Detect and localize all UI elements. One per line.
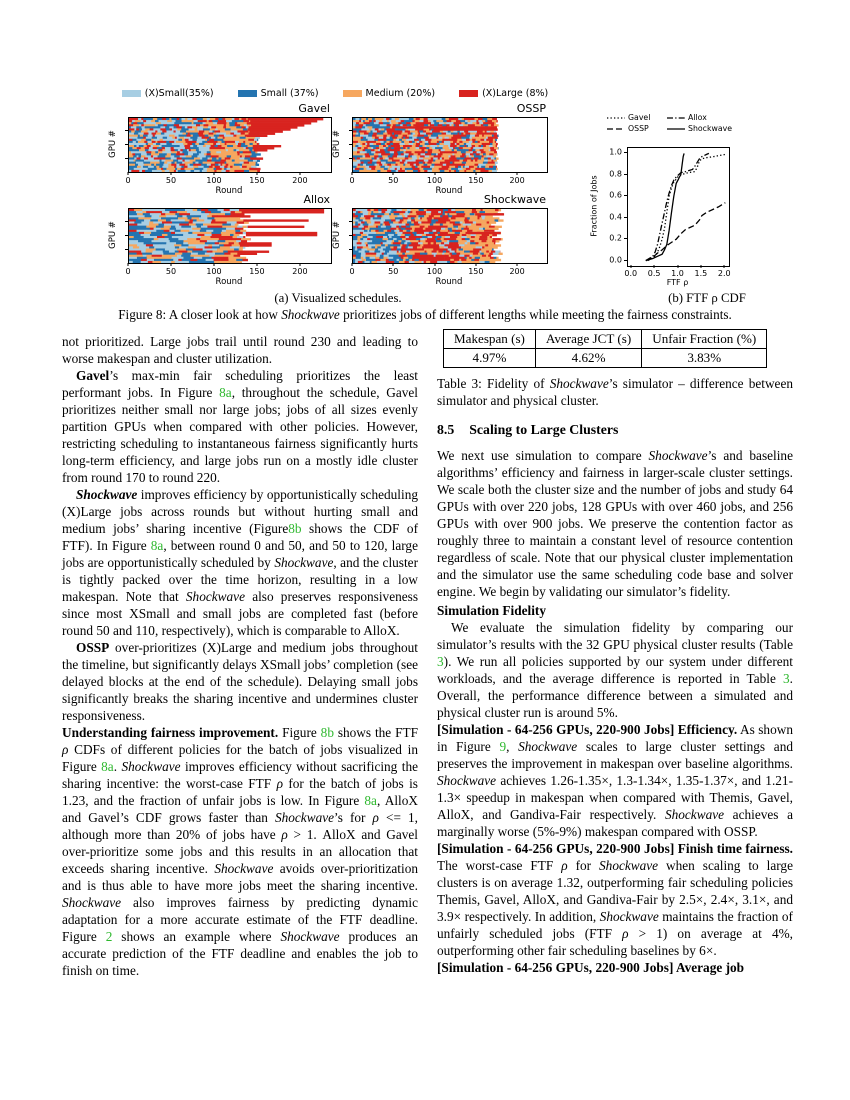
text-run: ρ xyxy=(372,810,379,825)
y-tick xyxy=(125,130,128,131)
x-tick xyxy=(393,263,394,266)
right-column xyxy=(437,329,793,976)
y-tick xyxy=(624,238,627,239)
text-run: [Simulation - 64-256 GPUs, 220-900 Jobs] Average job xyxy=(437,960,745,975)
x-tick xyxy=(700,265,701,268)
x-tick-label: 200 xyxy=(509,267,525,276)
text-run: over-prioritizes (X)Large and medium jobs throughout the timeline, but significantly delays XSmall jobs’ completion (see delayed blocks at the end of the schedule). Delaying small jobs significantly breaks the sharing incentive and undermines cluster responsiveness. xyxy=(62,640,418,723)
x-tick xyxy=(724,265,725,268)
schedule-heatmap-shockwave xyxy=(352,208,548,264)
section-heading-8-5 xyxy=(437,422,793,438)
text-run: shows the FTF xyxy=(333,725,418,740)
text-run: Shockwave xyxy=(274,810,335,825)
y-tick-label: 0.4 xyxy=(609,212,622,222)
caption-text: prioritizes jobs of different lengths while meeting the fairness constraints. xyxy=(339,307,732,322)
x-axis-label: Round xyxy=(215,277,243,287)
schedule-heatmap-ossp xyxy=(352,117,548,173)
x-tick xyxy=(654,265,655,268)
subcaption-b: (b) FTF ρ CDF xyxy=(668,291,746,305)
text-run: Understanding fairness improvement. xyxy=(62,725,279,740)
paragraph xyxy=(437,721,793,840)
text-run: scales to large cluster settings and preserves the improvement in makespan over baseline algorithms. xyxy=(437,739,793,771)
text-run: , xyxy=(506,739,519,754)
x-tick xyxy=(299,263,300,266)
ref-link[interactable]: 3 xyxy=(783,671,790,686)
x-tick-label: 0 xyxy=(349,267,355,276)
subplot-title: Gavel xyxy=(298,102,330,115)
x-tick xyxy=(299,172,300,175)
x-tick-label: 1.0 xyxy=(671,269,684,278)
paragraph xyxy=(62,486,418,639)
y-tick-label: 0.8 xyxy=(609,169,622,179)
x-tick-label: 150 xyxy=(468,267,484,276)
text-run: when scaling to large clusters is on average 1.32, outperforming fair scheduling policies Themis, Gavel, AlloX, and Gandiva-Fair by 2.5×, 2.4×, 3.1×, and 3.9× respectively. In addition, xyxy=(437,858,793,924)
x-tick-label: 100 xyxy=(206,267,222,276)
text-run: Shockwave xyxy=(599,858,659,873)
y-tick xyxy=(349,235,352,236)
y-tick-label: 1.0 xyxy=(609,147,622,157)
legend-label: Small (37%) xyxy=(260,88,319,99)
x-tick-label: 100 xyxy=(426,267,443,276)
y-tick xyxy=(349,130,352,131)
paragraph xyxy=(62,367,418,486)
left-column xyxy=(62,333,418,979)
text-run: for the batch of jobs is 1.23, and the fraction of unfair jobs is low. In Figure xyxy=(62,776,418,808)
legend-line-icon xyxy=(667,126,685,132)
text-run: Shockwave xyxy=(76,487,138,502)
subplot-ftf-cdf xyxy=(589,113,733,287)
caption-text: Figure 8: A closer look at how xyxy=(118,307,282,322)
x-tick xyxy=(434,172,435,175)
cdf-legend-item xyxy=(667,124,763,133)
x-ticks xyxy=(349,262,546,278)
x-tick xyxy=(517,263,518,266)
table-cell-avg-jct: 4.62% xyxy=(535,349,641,368)
x-ticks xyxy=(125,262,330,278)
figure-legend xyxy=(120,88,550,99)
text-run: , throughout the schedule, Gavel prioritizes neither small nor large jobs; jobs of all sizes evenly partition GPUs when compared with other policies. However, restricting scheduling to instantaneous fairness significantly hurts long-term efficiency, and large jobs run on a mostly idle cluster from round 170 to round 220. xyxy=(62,385,418,485)
ref-link[interactable]: 8a xyxy=(219,385,232,400)
ref-link[interactable]: 8a xyxy=(364,793,377,808)
text-run: Shockwave xyxy=(518,739,578,754)
text-run: maintains the fraction of unfairly scheduled jobs (FTF xyxy=(437,909,793,941)
schedule-heatmap-gavel xyxy=(128,117,332,173)
section-number: 8.5 xyxy=(437,422,455,437)
text-run: > 1) on average at 4%, outperforming other fair scheduling baselines by 6×. xyxy=(437,926,793,958)
y-tick xyxy=(125,158,128,159)
table-header-makespan: Makespan (s) xyxy=(444,330,536,349)
text-run: . xyxy=(113,759,122,774)
cdf-chart xyxy=(627,147,730,267)
text-run: ρ xyxy=(62,742,69,757)
legend-swatch-icon xyxy=(122,90,141,97)
x-tick xyxy=(128,263,129,266)
text-run: Shockwave xyxy=(274,555,334,570)
legend-item xyxy=(343,88,436,99)
x-tick xyxy=(256,263,257,266)
text-run: We evaluate the simulation fidelity by comparing our simulator’s results with the 32 GPU physical cluster results (Table xyxy=(437,620,793,652)
y-axis-label: Fraction of Jobs xyxy=(589,175,599,237)
cdf-line-allox xyxy=(646,153,709,260)
paragraph xyxy=(62,639,418,724)
x-tick xyxy=(677,265,678,268)
table-row xyxy=(444,349,767,368)
x-tick-label: 2.0 xyxy=(717,269,731,278)
text-run: ’s simulator – difference between simulator and physical cluster. xyxy=(437,376,793,408)
text-run: for xyxy=(567,858,600,873)
legend-label: Medium (20%) xyxy=(365,88,436,99)
text-run: Shockwave xyxy=(437,773,497,788)
section-title: Scaling to Large Clusters xyxy=(469,422,619,437)
x-tick-label: 150 xyxy=(249,176,265,185)
table-cell-unfair-fraction: 3.83% xyxy=(642,349,767,368)
x-tick xyxy=(352,263,353,266)
y-axis-label: GPU # xyxy=(332,221,342,249)
subplot-gavel xyxy=(108,102,330,196)
x-ticks xyxy=(349,171,546,187)
legend-label: (X)Large (8%) xyxy=(482,88,549,99)
x-tick xyxy=(434,263,435,266)
text-run: . Overall, the performance difference between a simulated and physical cluster run is around 5%. xyxy=(437,671,793,720)
x-tick-label: 0 xyxy=(125,176,131,185)
legend-swatch-icon xyxy=(238,90,257,97)
text-run: Gavel xyxy=(76,368,110,383)
paragraph xyxy=(437,840,793,959)
x-tick-label: 50 xyxy=(388,267,399,276)
ref-link[interactable]: 9 xyxy=(499,739,507,754)
cdf-line-gavel xyxy=(648,154,725,260)
cdf-legend-label: OSSP xyxy=(628,124,649,133)
x-tick xyxy=(475,263,476,266)
text-run: also preserves responsiveness since most XSmall and small jobs are completed fast (before round 50 and 110, respectively), which is comparable to AlloX. xyxy=(62,589,418,638)
cdf-legend-label: Shockwave xyxy=(688,124,733,133)
x-tick xyxy=(256,172,257,175)
text-run: Shockwave xyxy=(185,589,245,604)
text-run: > 1. AlloX and Gavel over-prioritize some jobs and this results in an allocation that exceeds sharing incentive. xyxy=(62,827,418,876)
x-tick-label: 0 xyxy=(349,176,355,185)
cdf-legend-item xyxy=(607,124,667,133)
text-run: As shown in Figure xyxy=(437,722,793,754)
x-tick-label: 100 xyxy=(206,176,222,185)
cdf-legend-label: Allox xyxy=(688,113,707,122)
text-run: OSSP xyxy=(76,640,110,655)
y-tick xyxy=(349,144,352,145)
table-3-caption xyxy=(437,375,793,409)
text-run: ρ xyxy=(622,926,629,941)
text-run: Figure xyxy=(278,725,321,740)
x-ticks xyxy=(125,171,330,187)
ref-link[interactable]: 8b xyxy=(320,725,334,740)
text-run: Shockwave xyxy=(280,929,340,944)
cdf-line-ossp xyxy=(646,203,726,261)
y-tick-label: 0.0 xyxy=(609,255,622,265)
text-run: Shockwave xyxy=(549,376,609,391)
cdf-line-shockwave xyxy=(646,153,684,260)
text-run: The worst-case FTF xyxy=(437,858,562,873)
y-tick xyxy=(125,144,128,145)
text-run: avoids over-prioritization and is thus able to have more jobs meet the sharing incentive. xyxy=(62,861,418,893)
y-tick xyxy=(349,158,352,159)
x-tick xyxy=(128,172,129,175)
y-tick xyxy=(349,221,352,222)
legend-line-icon xyxy=(667,115,685,121)
x-tick xyxy=(352,172,353,175)
paragraph xyxy=(437,602,793,619)
y-tick xyxy=(349,249,352,250)
text-run: Shockwave xyxy=(121,759,181,774)
legend-item xyxy=(122,88,214,99)
text-run: improves efficiency without sacrificing the sharing incentive: the worst-case FTF xyxy=(62,759,418,791)
x-tick-label: 150 xyxy=(249,267,265,276)
table-header-avg-jct: Average JCT (s) xyxy=(535,330,641,349)
text-run: Shockwave xyxy=(648,448,708,463)
cdf-legend xyxy=(607,113,767,133)
text-run: ρ xyxy=(561,858,568,873)
text-run: improves efficiency by opportunistically scheduling (X)Large jobs across rounds but without hurting small and medium jobs’ sharing incentive (Figure xyxy=(62,487,418,536)
schedule-heatmap-allox xyxy=(128,208,332,264)
subplot-title: Shockwave xyxy=(483,193,546,206)
text-run: ’s and baseline algorithms’ efficiency and fairness in larger-scale cluster settings. We scale both the cluster size and the number of jobs and study 64 GPUs with over 220 jobs, 128 GPUs with over 460 jobs, and 256 GPUs with over 900 jobs. We preserve the contention factor as roughly three to maintain a constant level of resource contention regardless of scale. Note that our physical cluster implementation and the simulator use the same scheduling code base and solver engine. We begin by validating our simulator’s fidelity. xyxy=(437,448,793,599)
paragraph xyxy=(62,724,418,979)
text-run: [Simulation - 64-256 GPUs, 220-900 Jobs] Finish time fairness. xyxy=(437,841,793,856)
ref-link[interactable]: 8a xyxy=(150,538,164,553)
text-run: Shockwave xyxy=(214,861,274,876)
text-run: <= 1, although more than 20% of jobs have xyxy=(62,810,418,842)
y-tick xyxy=(624,152,627,153)
figure-caption xyxy=(62,307,788,323)
x-tick-label: 0.0 xyxy=(624,269,638,278)
text-run: shows the CDF of FTF). In Figure xyxy=(62,521,418,553)
legend-swatch-icon xyxy=(459,90,478,97)
x-tick-label: 1.5 xyxy=(694,269,708,278)
subplot-title: Allox xyxy=(303,193,330,206)
text-run: We next use simulation to compare xyxy=(437,448,649,463)
legend-item xyxy=(459,88,548,99)
legend-swatch-icon xyxy=(343,90,362,97)
x-tick xyxy=(475,172,476,175)
text-run: Shockwave xyxy=(599,909,659,924)
x-tick-label: 50 xyxy=(165,176,177,185)
ref-link[interactable]: 8a xyxy=(101,759,114,774)
x-axis-label: Round xyxy=(215,186,243,196)
x-tick-label: 100 xyxy=(426,176,443,185)
subplot-ossp xyxy=(332,102,546,196)
paragraph xyxy=(437,959,793,976)
x-tick xyxy=(630,265,631,268)
table-header-row xyxy=(444,330,767,349)
y-tick-label: 0.2 xyxy=(609,233,622,243)
x-tick-label: 200 xyxy=(292,176,308,185)
right-column-paragraphs xyxy=(437,447,793,976)
paragraph xyxy=(62,333,418,367)
text-run: ’s max-min fair scheduling prioritizes the least performant jobs. In Figure xyxy=(62,368,418,400)
text-run: ρ xyxy=(281,827,288,842)
text-run: CDFs of different policies for the batch of jobs visualized in Figure xyxy=(62,742,418,774)
y-tick-label: 0.6 xyxy=(609,190,622,200)
subplot-title: OSSP xyxy=(516,102,546,115)
x-tick xyxy=(393,172,394,175)
text-run: ρ xyxy=(276,776,283,791)
x-tick xyxy=(517,172,518,175)
x-tick-label: 50 xyxy=(388,176,399,185)
x-tick xyxy=(170,172,171,175)
cdf-legend-item xyxy=(607,113,667,122)
subplot-shockwave xyxy=(332,193,546,287)
legend-label: (X)Small(35%) xyxy=(144,88,214,99)
x-tick-label: 0 xyxy=(125,267,131,276)
y-axis-label: GPU # xyxy=(108,130,118,158)
x-tick-label: 200 xyxy=(292,267,308,276)
text-run: Table 3: Fidelity of xyxy=(437,376,550,391)
table-cell-makespan: 4.97% xyxy=(444,349,536,368)
y-tick xyxy=(624,174,627,175)
cdf-legend-label: Gavel xyxy=(628,113,651,122)
text-run: not prioritized. Large jobs trail until round 230 and leading to worse makespan and cluster utilization. xyxy=(62,334,418,366)
y-axis-label: GPU # xyxy=(332,130,342,158)
table-3 xyxy=(443,329,767,368)
text-run: ). We run all policies supported by our system under different workloads, and the average difference is reported in Table xyxy=(437,654,793,686)
ref-link[interactable]: 3 xyxy=(437,654,444,669)
table-header-unfair-fraction: Unfair Fraction (%) xyxy=(642,330,767,349)
cdf-legend-item xyxy=(667,113,763,122)
subplot-allox xyxy=(108,193,330,287)
y-axis-label: GPU # xyxy=(108,221,118,249)
legend-line-icon xyxy=(607,115,625,121)
y-tick xyxy=(624,195,627,196)
text-run: also improves fairness by predicting dynamic adaptation for a more accurate estimate of the FTF deadline. Figure xyxy=(62,895,418,944)
x-tick xyxy=(213,172,214,175)
text-run: , and the cluster is tightly packed over the time horizon, resulting in a low makespan. Note that xyxy=(62,555,418,604)
paragraph xyxy=(437,447,793,600)
text-run: Simulation Fidelity xyxy=(437,603,546,618)
text-run: , AlloX and Gavel’s CDF grows faster than xyxy=(62,793,418,825)
text-run: shows an example where xyxy=(112,929,281,944)
y-tick xyxy=(125,221,128,222)
legend-line-icon xyxy=(607,126,625,132)
x-tick xyxy=(170,263,171,266)
y-tick xyxy=(125,235,128,236)
paragraph xyxy=(437,619,793,721)
x-axis-label: Round xyxy=(435,277,463,287)
text-run: achieves 1.26-1.35×, 1.3-1.34×, 1.35-1.37×, and 1.21-1.3× speedup in makespan when compared with Themis, Gavel, AlloX, and Gandiva-Fair respectively. xyxy=(437,773,793,822)
x-axis-label: Round xyxy=(435,186,463,196)
x-axis-label: FTF ρ xyxy=(666,278,689,287)
text-run: ’s for xyxy=(334,810,373,825)
subcaption-a: (a) Visualized schedules. xyxy=(274,291,402,305)
x-tick-label: 50 xyxy=(165,267,177,276)
y-tick xyxy=(624,217,627,218)
caption-system-name: Shockwave xyxy=(281,307,340,322)
x-tick-label: 200 xyxy=(509,176,525,185)
text-run: Shockwave xyxy=(664,807,725,822)
text-run: produces an accurate prediction of the FTF deadline and enables the job to finish on time. xyxy=(62,929,418,978)
text-run: achieves a marginally worse (5%-9%) makespan compared with OSSP. xyxy=(437,807,794,839)
text-run: , between round 0 and 50, and 50 to 120, large jobs are opportunistically scheduled by xyxy=(62,538,418,570)
ref-link[interactable]: 8b xyxy=(288,521,302,536)
text-run: [Simulation - 64-256 GPUs, 220-900 Jobs] Efficiency. xyxy=(437,722,738,737)
y-tick xyxy=(125,249,128,250)
x-tick-label: 150 xyxy=(468,176,484,185)
legend-item xyxy=(238,88,319,99)
ref-link[interactable]: 2 xyxy=(105,929,113,944)
x-tick xyxy=(213,263,214,266)
y-tick xyxy=(624,260,627,261)
text-run: Shockwave xyxy=(62,895,122,910)
x-tick-label: 0.5 xyxy=(647,269,661,278)
